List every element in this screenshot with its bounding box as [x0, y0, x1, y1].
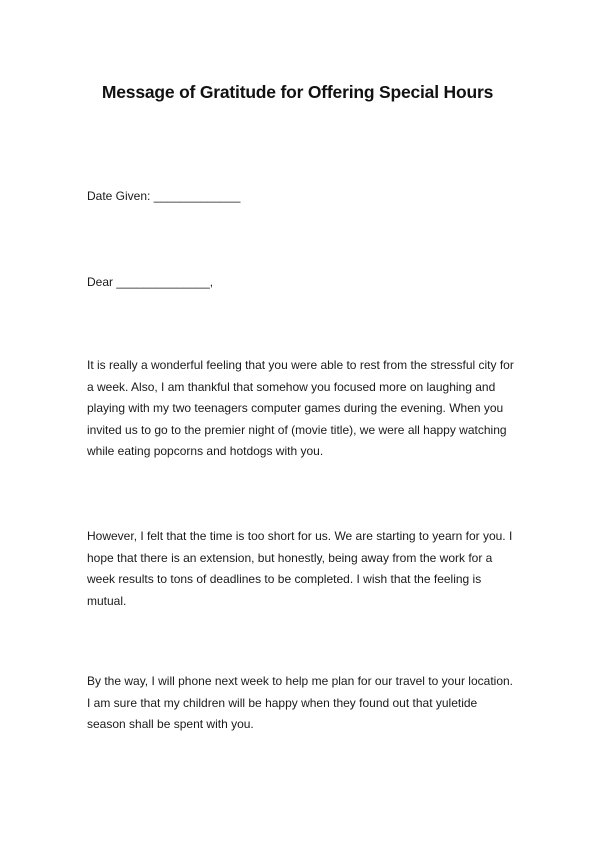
paragraph-line: while eating popcorns and hotdogs with you. — [87, 444, 324, 459]
paragraph-line: playing with my two teenagers computer games during the evening. When you — [87, 401, 504, 416]
paragraph-line: a week. Also, I am thankful that somehow you focused more on laughing and — [87, 379, 496, 394]
date-given-line: Date Given: _____________ — [87, 189, 241, 203]
paragraph-line: It is really a wonderful feeling that you were able to rest from the stressful city for — [87, 358, 514, 372]
paragraph-line: season shall be spent with you. — [87, 717, 254, 732]
document-title: Message of Gratitude for Offering Special Hours — [101, 82, 494, 102]
paragraph-line: hope that there is an extension, but honestly, being away from the work for a — [87, 550, 493, 565]
paragraph-line: By the way, I will phone next week to help me plan for our travel to your location. — [87, 674, 513, 688]
paragraph-line: However, I felt that the time is too short for us. We are starting to yearn for you. I — [87, 529, 513, 543]
paragraph-2 — [87, 526, 517, 612]
paragraph-1 — [87, 355, 517, 463]
salutation-line: Dear ______________, — [87, 275, 214, 289]
paragraph-line: invited us to go to the premier night of (movie title), we were all happy watching — [87, 422, 507, 437]
paragraph-line: mutual. — [87, 593, 127, 608]
paragraph-line: week results to tons of deadlines to be completed. I wish that the feeling is — [87, 572, 482, 587]
paragraph-3 — [87, 671, 517, 736]
paragraph-line: I am sure that my children will be happy when they found out that yuletide — [87, 695, 478, 710]
